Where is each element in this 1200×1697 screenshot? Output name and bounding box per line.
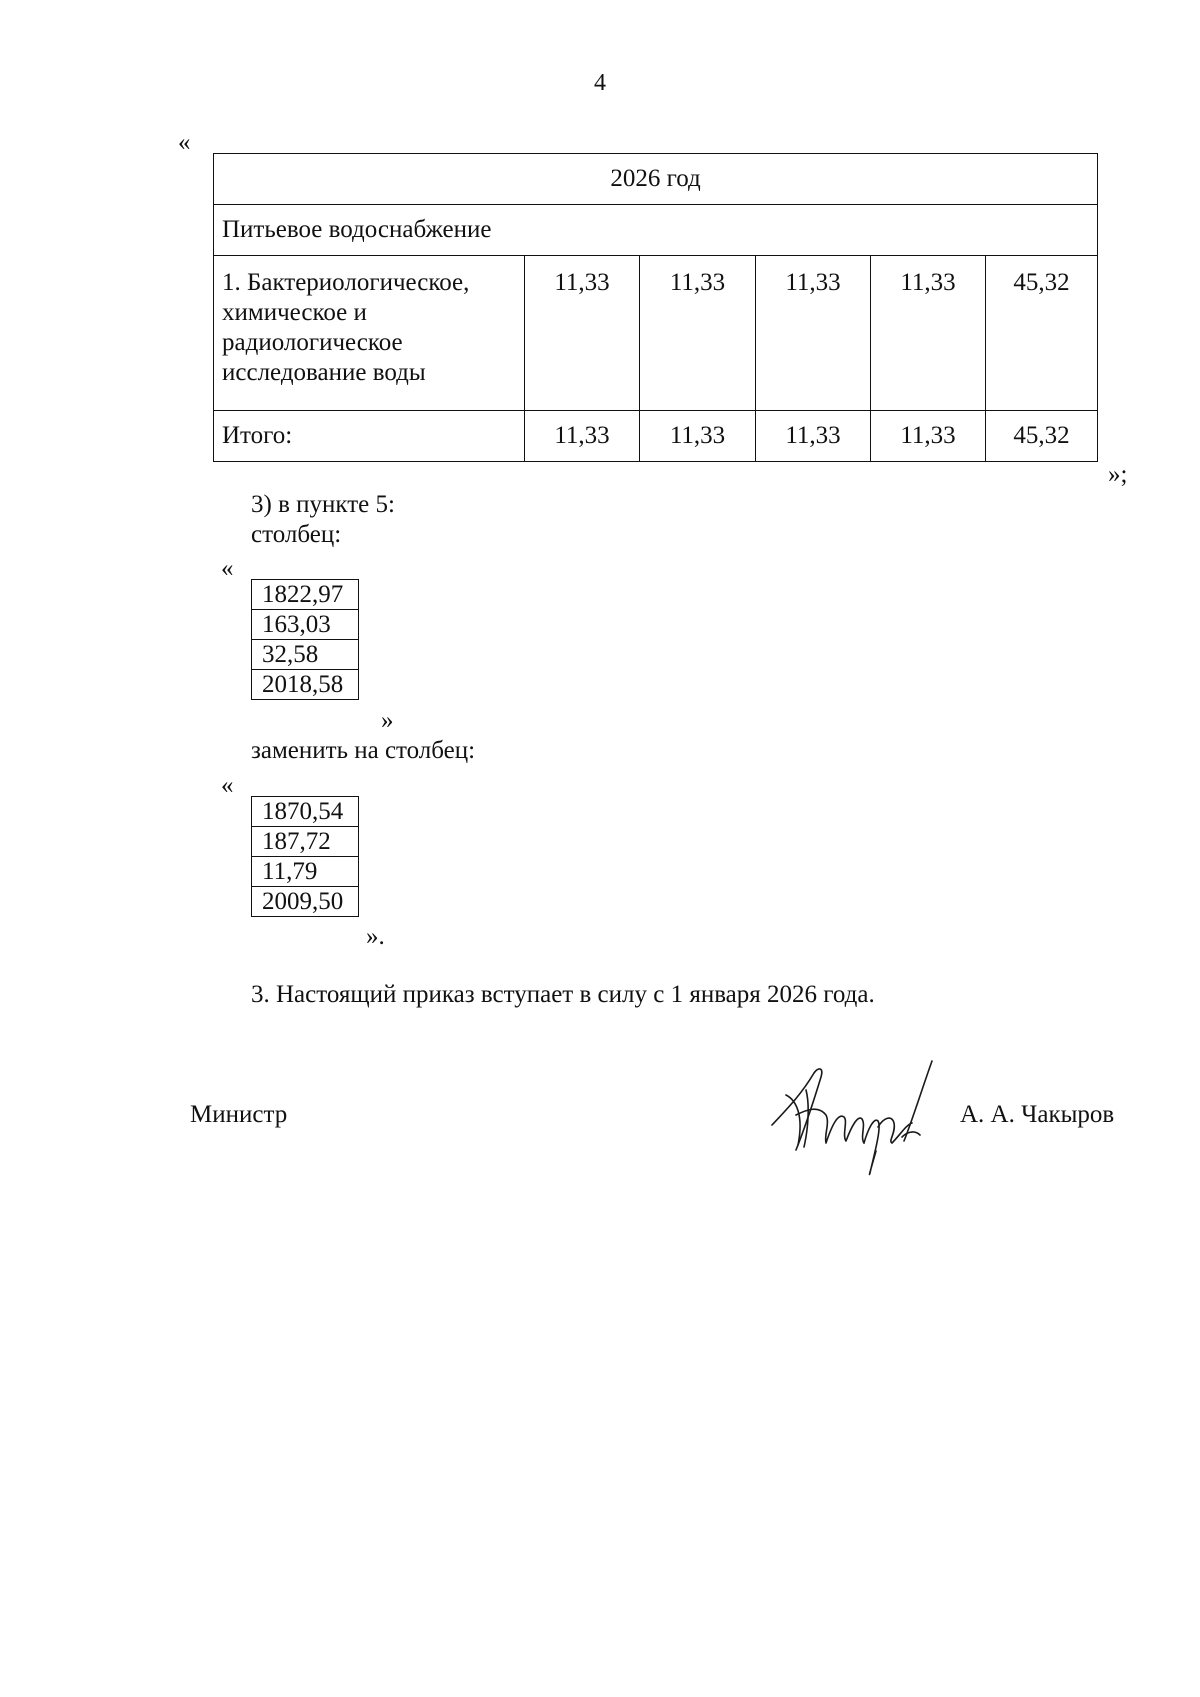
table-total-label: Итого: [214, 411, 525, 462]
table-total-cell: 11,33 [525, 411, 640, 462]
signatory-name: А. А. Чакыров [960, 1101, 1115, 1128]
table-year-row [214, 154, 1098, 205]
old-column-table [251, 579, 359, 700]
page-number: 4 [594, 70, 606, 96]
table-cell: 45,32 [986, 256, 1098, 411]
budget-table [213, 153, 1098, 462]
replace-text: заменить на столбец: [251, 737, 476, 764]
row-name-line: 1. Бактериологическое, [222, 269, 470, 296]
table-close-quote: »; [1108, 461, 1128, 488]
table-section-title: Питьевое водоснабжение [214, 205, 1098, 256]
column-cell: 11,79 [252, 857, 359, 887]
column-cell: 1870,54 [252, 797, 359, 827]
table-row [214, 256, 1098, 411]
column-cell: 1822,97 [252, 580, 359, 610]
table-cell: 11,33 [756, 256, 871, 411]
table-open-quote: « [178, 129, 191, 156]
column-cell: 2009,50 [252, 887, 359, 917]
column-cell: 187,72 [252, 827, 359, 857]
col2-close-quote: ». [366, 923, 385, 950]
col2-open-quote: « [221, 772, 234, 799]
table-cell: 11,33 [525, 256, 640, 411]
table-section-row [214, 205, 1098, 256]
row-name-line: химическое и [222, 299, 367, 326]
item3-line1: 3) в пункте 5: [251, 491, 395, 518]
table-cell: 11,33 [871, 256, 986, 411]
table-row-name [214, 256, 525, 411]
table-total-cell: 11,33 [756, 411, 871, 462]
column-cell: 2018,58 [252, 670, 359, 700]
paragraph-3: 3. Настоящий приказ вступает в силу с 1 января 2026 года. [251, 981, 875, 1008]
signatory-position: Министр [190, 1101, 288, 1128]
column-cell: 163,03 [252, 610, 359, 640]
col1-open-quote: « [221, 555, 234, 582]
signature-image [766, 1055, 936, 1180]
col1-close-quote: » [381, 707, 394, 734]
new-column-table [251, 796, 359, 917]
table-cell: 11,33 [640, 256, 756, 411]
column-cell: 32,58 [252, 640, 359, 670]
table-total-cell: 11,33 [640, 411, 756, 462]
item3-line2: столбец: [251, 521, 342, 548]
table-year-header: 2026 год [214, 154, 1098, 205]
table-total-cell: 11,33 [871, 411, 986, 462]
table-total-row [214, 411, 1098, 462]
table-total-cell: 45,32 [986, 411, 1098, 462]
row-name-line: исследование воды [222, 359, 426, 386]
row-name-line: радиологическое [222, 329, 403, 356]
